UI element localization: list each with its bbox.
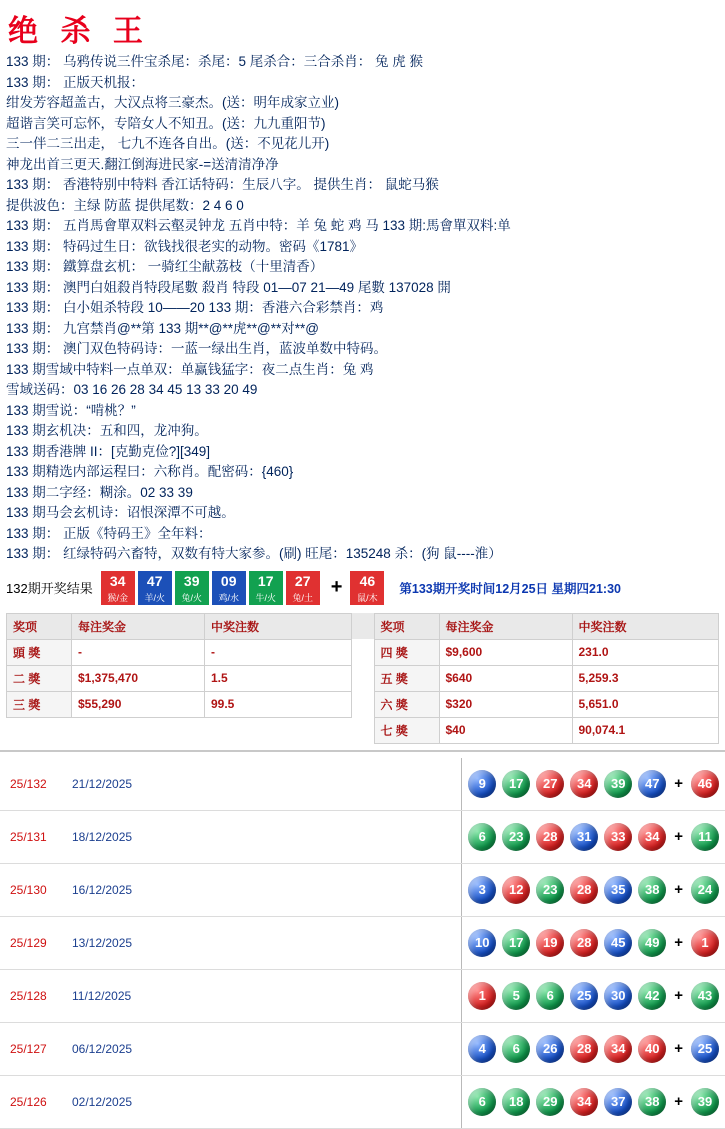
vertical-divider [461, 758, 462, 810]
history-ball: 37 [604, 1088, 632, 1116]
vertical-divider [461, 1076, 462, 1128]
column-gap [351, 665, 374, 691]
draw-result-balls [101, 571, 323, 605]
forecast-line: 雪域送码：03 16 26 28 34 45 13 33 20 49 [6, 382, 258, 397]
prize-level: 六 獎 [374, 691, 439, 717]
vertical-divider [461, 917, 462, 969]
history-ball: 28 [570, 876, 598, 904]
history-ball: 40 [638, 1035, 666, 1063]
table-row [7, 639, 719, 665]
history-ball: 38 [638, 1088, 666, 1116]
history-ball: 45 [604, 929, 632, 957]
forecast-line: 133 期： 红绿特码六畜特，双数有特大家参。(刷) 旺尾：135248 杀：(狗 鼠----淮） [6, 546, 502, 561]
history-row[interactable] [0, 1076, 725, 1129]
history-ball: 39 [604, 770, 632, 798]
draw-date: 21/12/2025 [72, 776, 133, 791]
header-amount-right: 每注奖金 [439, 613, 572, 639]
table-row [7, 665, 719, 691]
draw-date: 02/12/2025 [72, 1094, 133, 1109]
history-ball: 34 [570, 770, 598, 798]
page-title: 绝 杀 王 [8, 14, 149, 49]
draw-result-special [350, 571, 387, 605]
vertical-divider [461, 970, 462, 1022]
forecast-line: 133 期： 正版天机报： [6, 74, 145, 90]
plus-sign: + [674, 881, 683, 898]
history-ball: 38 [638, 876, 666, 904]
draw-date: 06/12/2025 [72, 1041, 133, 1056]
ball-number: 47 [138, 571, 172, 592]
history-ball: 34 [638, 823, 666, 851]
draw-date: 18/12/2025 [72, 829, 133, 844]
history-ball: 6 [468, 823, 496, 851]
prize-amount: - [72, 639, 205, 665]
header-amount-left: 每注奖金 [72, 613, 205, 639]
history-ball: 25 [570, 982, 598, 1010]
history-ball: 23 [502, 823, 530, 851]
header-count-left: 中奖注数 [205, 613, 352, 639]
forecast-line: 绀发芳容超盖古，大汉点将三豪杰。(送：明年成家立业) [6, 95, 339, 110]
forecast-line: 133 期： 五肖馬會單双料云壑灵钟龙 五肖中特：羊 兔 蛇 鸡 马 133 期:馬會單双料:单 [6, 218, 511, 233]
forecast-line: 提供波色：主绿 防蓝 提供尾数：2 4 6 0 [6, 197, 244, 213]
history-ball: 28 [536, 823, 564, 851]
history-ball: 10 [468, 929, 496, 957]
history-ball: 42 [638, 982, 666, 1010]
forecast-line: 133 期： 白小姐杀特段 10——20 133 期：香港六合彩禁肖：鸡 [6, 300, 384, 315]
plus-sign: + [674, 987, 683, 1004]
plus-sign: + [674, 1040, 683, 1057]
history-ball: 1 [468, 982, 496, 1010]
winner-count: 99.5 [205, 691, 352, 717]
ball-zodiac: 猴/金 [101, 592, 135, 605]
history-ball: 30 [604, 982, 632, 1010]
winner-count: 231.0 [572, 639, 719, 665]
history-row[interactable] [0, 864, 725, 917]
prize-level: 五 獎 [374, 665, 439, 691]
ball-number: 34 [101, 571, 135, 592]
prize-amount: $55,290 [72, 691, 205, 717]
forecast-text-block [0, 52, 725, 565]
history-ball: 12 [502, 876, 530, 904]
history-ball: 3 [468, 876, 496, 904]
forecast-line: 133 期： 正版《特码王》全年料： [6, 525, 212, 541]
forecast-line: 133 期玄机决：五和四，龙冲狗。 [6, 423, 208, 438]
prize-level: 頭 獎 [7, 639, 72, 665]
winner-count: 1.5 [205, 665, 352, 691]
forecast-line: 133 期： 九宫禁肖@**第 133 期**@**虎**@**对**@ [6, 320, 319, 336]
history-ball: 47 [638, 770, 666, 798]
forecast-line: 超谐言笑可忘怀，专陪女人不知丑。(送：九九重阳节) [6, 115, 326, 131]
draw-ball [138, 571, 172, 605]
history-ball: 49 [638, 929, 666, 957]
history-row[interactable] [0, 970, 725, 1023]
vertical-divider [461, 811, 462, 863]
history-ball: 6 [502, 1035, 530, 1063]
table-header-row [7, 613, 719, 639]
prize-level: 三 獎 [7, 691, 72, 717]
ball-zodiac: 鸡/水 [212, 592, 246, 605]
history-ball: 9 [468, 770, 496, 798]
draw-issue: 25/128 [10, 988, 47, 1003]
history-ball: 34 [570, 1088, 598, 1116]
draw-ball [286, 571, 320, 605]
history-special-ball: 25 [691, 1035, 719, 1063]
forecast-line: 三一伴二三出走， 七九不连各自出。(送：不见花儿开) [6, 136, 330, 151]
ball-number: 27 [286, 571, 320, 592]
vertical-divider [461, 864, 462, 916]
history-ball: 17 [502, 770, 530, 798]
history-balls [468, 929, 725, 957]
table-row [7, 691, 719, 717]
prize-level: 七 獎 [374, 717, 439, 743]
ball-number: 17 [249, 571, 283, 592]
draw-date: 13/12/2025 [72, 935, 133, 950]
ball-zodiac: 鼠/木 [350, 592, 384, 605]
plus-sign: + [330, 576, 343, 598]
history-special-ball: 39 [691, 1088, 719, 1116]
history-row[interactable] [0, 811, 725, 864]
draw-issue: 25/130 [10, 882, 47, 897]
column-gap [351, 717, 374, 743]
history-ball: 23 [536, 876, 564, 904]
draw-issue: 25/132 [10, 776, 47, 791]
prize-amount: $640 [439, 665, 572, 691]
history-row[interactable] [0, 917, 725, 970]
history-ball: 18 [502, 1088, 530, 1116]
draw-ball [175, 571, 209, 605]
empty-cell [7, 717, 352, 743]
history-ball: 5 [502, 982, 530, 1010]
history-balls [468, 770, 725, 798]
draw-issue: 25/127 [10, 1041, 47, 1056]
draw-result-bar [0, 565, 725, 609]
history-balls [468, 1088, 725, 1116]
history-ball: 27 [536, 770, 564, 798]
forecast-line: 133 期二字经：糊涂。02 33 39 [6, 484, 193, 500]
winner-count: 5,259.3 [572, 665, 719, 691]
history-special-ball: 43 [691, 982, 719, 1010]
draw-date: 16/12/2025 [72, 882, 133, 897]
column-gap [351, 691, 374, 717]
winner-count: 5,651.0 [572, 691, 719, 717]
prize-table [6, 613, 719, 744]
winner-count: - [205, 639, 352, 665]
forecast-line: 133 期精选内部运程曰：六称肖。配密码：{460} [6, 464, 294, 479]
history-balls [468, 876, 725, 904]
history-row[interactable] [0, 1023, 725, 1076]
history-ball: 31 [570, 823, 598, 851]
draw-issue: 25/131 [10, 829, 47, 844]
forecast-line: 133 期： 特码过生日：欲钱找很老实的动物。密码《1781》 [6, 238, 364, 254]
history-ball: 33 [604, 823, 632, 851]
ball-zodiac: 牛/火 [249, 592, 283, 605]
history-special-ball: 46 [691, 770, 719, 798]
history-ball: 35 [604, 876, 632, 904]
history-balls [468, 1035, 725, 1063]
forecast-line: 133 期雪说：“啃桃？” [6, 402, 136, 418]
plus-sign: + [674, 775, 683, 792]
history-balls [468, 823, 725, 851]
history-special-ball: 24 [691, 876, 719, 904]
plus-sign: + [674, 1093, 683, 1110]
history-ball: 6 [536, 982, 564, 1010]
header-count-right: 中奖注数 [572, 613, 719, 639]
forecast-line: 133 期马会玄机诗：诏恨深潭不可越。 [6, 505, 235, 520]
history-ball: 4 [468, 1035, 496, 1063]
history-special-ball: 11 [691, 823, 719, 851]
draw-date: 11/12/2025 [72, 988, 132, 1003]
ball-number: 09 [212, 571, 246, 592]
draw-ball [212, 571, 246, 605]
prize-amount: $320 [439, 691, 572, 717]
winner-count: 90,074.1 [572, 717, 719, 743]
history-list [0, 758, 725, 1129]
column-gap [351, 639, 374, 665]
special-ball [350, 571, 384, 605]
forecast-line: 133 期： 乌鸦传说三件宝杀尾：杀尾：5 尾杀合：三合杀肖： 兔 虎 猴 [6, 54, 424, 69]
ball-zodiac: 羊/火 [138, 592, 172, 605]
ball-zodiac: 兔/土 [286, 592, 320, 605]
prize-amount: $1,375,470 [72, 665, 205, 691]
history-ball: 19 [536, 929, 564, 957]
header-prize-right: 奖项 [374, 613, 439, 639]
history-ball: 26 [536, 1035, 564, 1063]
history-ball: 6 [468, 1088, 496, 1116]
ball-zodiac: 兔/火 [175, 592, 209, 605]
forecast-line: 133 期： 澳門白姐殺肖特段尾數 殺肖 特段 01—07 21—49 尾數 137028 開 [6, 279, 451, 295]
draw-issue: 25/126 [10, 1094, 47, 1109]
history-ball: 34 [604, 1035, 632, 1063]
plus-sign: + [674, 828, 683, 845]
history-row[interactable] [0, 758, 725, 811]
column-gap [351, 613, 374, 639]
header-prize-left: 奖项 [7, 613, 72, 639]
forecast-line: 神龙出首三更天.翻江倒海进民家-=送清清净净 [6, 156, 279, 172]
prize-level: 四 獎 [374, 639, 439, 665]
forecast-line: 133 期： 鐵算盘玄机： 一骑红尘献荔枝（十里清香） [6, 259, 324, 274]
history-ball: 28 [570, 929, 598, 957]
history-ball: 17 [502, 929, 530, 957]
prize-level: 二 獎 [7, 665, 72, 691]
forecast-line: 133 期： 澳门双色特码诗：一蓝一绿出生肖，蓝波单数中特码。 [6, 341, 388, 356]
forecast-line: 133 期： 香港特别中特料 香江话特码：生辰八字。 提供生肖： 鼠蛇马猴 [6, 177, 439, 192]
forecast-line: 133 期香港牌 II：[克勤克俭?][349] [6, 443, 211, 459]
history-ball: 29 [536, 1088, 564, 1116]
history-ball: 28 [570, 1035, 598, 1063]
draw-result-label: 132期开奖结果 [6, 581, 93, 596]
ball-number: 39 [175, 571, 209, 592]
next-draw-info: 第133期开奖时间12月25日 星期四21:30 [399, 581, 621, 596]
prize-amount: $40 [439, 717, 572, 743]
history-special-ball: 1 [691, 929, 719, 957]
vertical-divider [461, 1023, 462, 1075]
divider [0, 750, 725, 752]
history-balls [468, 982, 725, 1010]
ball-number: 46 [350, 571, 384, 592]
forecast-line: 133 期雪域中特料一点单双：单赢钱猛字：夜二点生肖：兔 鸡 [6, 361, 374, 377]
plus-sign: + [674, 934, 683, 951]
prize-amount: $9,600 [439, 639, 572, 665]
draw-ball [101, 571, 135, 605]
draw-issue: 25/129 [10, 935, 47, 950]
draw-ball [249, 571, 283, 605]
table-row [7, 717, 719, 743]
